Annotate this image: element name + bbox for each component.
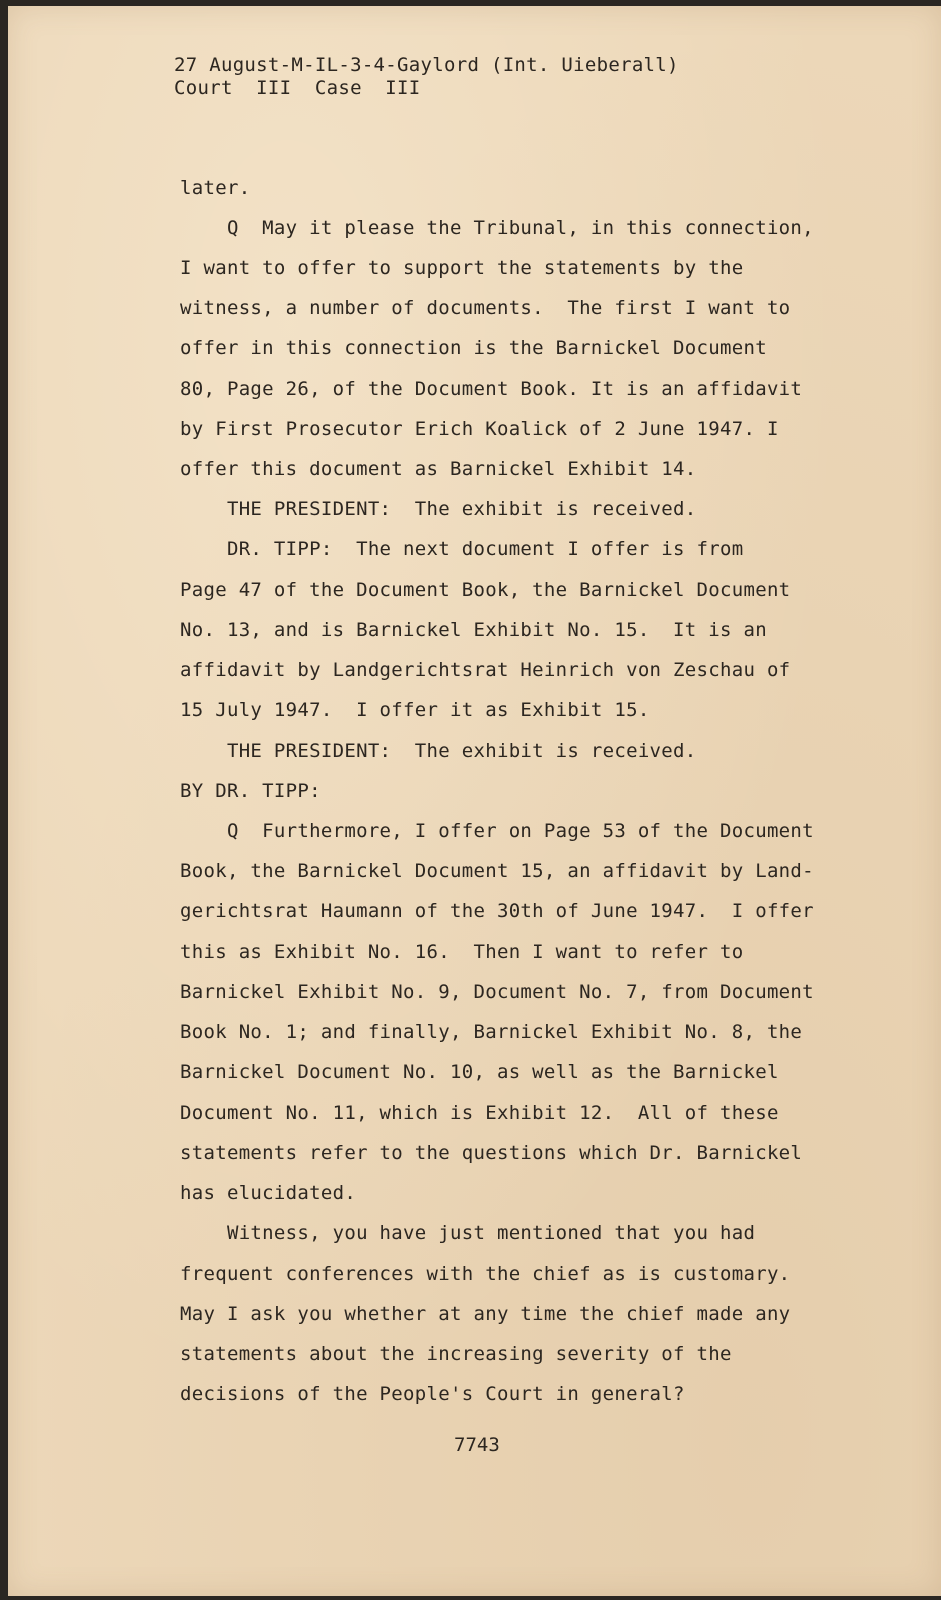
typewritten-page <box>8 6 941 1596</box>
text-line: offer in this connection is the Barnickel Document <box>180 337 767 359</box>
text-line: this as Exhibit No. 16. Then I want to refer to <box>180 941 744 963</box>
text-line: gerichtsrat Haumann of the 30th of June 1947. I offer <box>180 900 814 922</box>
text-line: Book No. 1; and finally, Barnickel Exhibit No. 8, the <box>180 1021 803 1043</box>
text-line: frequent conferences with the chief as is customary. <box>180 1263 791 1285</box>
text-line: Q Furthermore, I offer on Page 53 of the Document <box>180 820 814 842</box>
text-line: DR. TIPP: The next document I offer is from <box>180 538 744 560</box>
text-line: May I ask you whether at any time the chief made any <box>180 1303 791 1325</box>
text-line: 15 July 1947. I offer it as Exhibit 15. <box>180 699 650 721</box>
text-line: No. 13, and is Barnickel Exhibit No. 15. It is an <box>180 619 767 641</box>
text-line: statements refer to the questions which Dr. Barnickel <box>180 1142 803 1164</box>
header-case-reference: 27 August-M-IL-3-4-Gaylord (Int. Uieberall) <box>174 54 679 76</box>
text-line: Barnickel Exhibit No. 9, Document No. 7, from Document <box>180 981 814 1003</box>
text-line: Witness, you have just mentioned that you had <box>180 1222 756 1244</box>
text-line: affidavit by Landgerichtsrat Heinrich von Zeschau of <box>180 659 791 681</box>
page-number: 7743 <box>454 1434 500 1456</box>
text-line: 80, Page 26, of the Document Book. It is an affidavit <box>180 378 803 400</box>
text-line: BY DR. TIPP: <box>180 780 321 802</box>
text-line: THE PRESIDENT: The exhibit is received. <box>180 740 697 762</box>
text-line: Q May it please the Tribunal, in this connection, <box>180 217 814 239</box>
text-line: witness, a number of documents. The first I want to <box>180 297 791 319</box>
text-line: Page 47 of the Document Book, the Barnickel Document <box>180 579 791 601</box>
text-line: I want to offer to support the statements by the <box>180 257 744 279</box>
text-line: later. <box>180 177 251 199</box>
text-line: offer this document as Barnickel Exhibit 14. <box>180 458 697 480</box>
text-line: has elucidated. <box>180 1182 357 1204</box>
text-line: decisions of the People's Court in general? <box>180 1383 685 1405</box>
text-line: Document No. 11, which is Exhibit 12. All of these <box>180 1102 779 1124</box>
text-line: by First Prosecutor Erich Koalick of 2 June 1947. I <box>180 418 779 440</box>
header-court-case: Court III Case III <box>174 77 421 99</box>
text-line: Book, the Barnickel Document 15, an affidavit by Land- <box>180 860 814 882</box>
text-line: Barnickel Document No. 10, as well as the Barnickel <box>180 1061 779 1083</box>
text-line: THE PRESIDENT: The exhibit is received. <box>180 498 697 520</box>
text-line: statements about the increasing severity of the <box>180 1343 732 1365</box>
